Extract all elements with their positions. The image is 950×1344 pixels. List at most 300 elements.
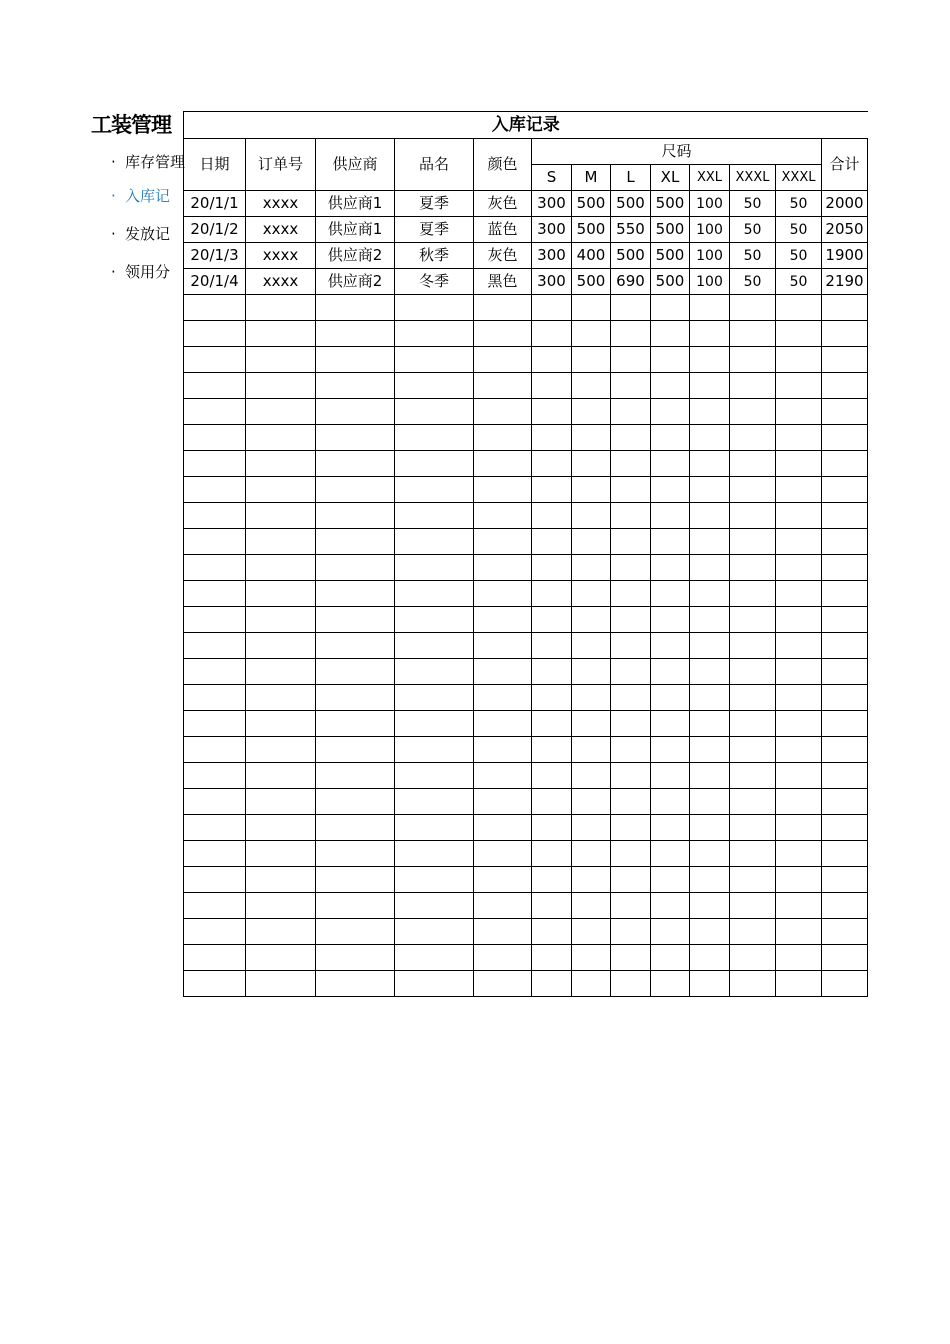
cell-size-m[interactable]: 500: [572, 269, 611, 295]
empty-cell[interactable]: [532, 477, 572, 503]
cell-size-l[interactable]: 500: [611, 243, 651, 269]
empty-cell[interactable]: [611, 451, 651, 477]
empty-cell[interactable]: [572, 815, 611, 841]
empty-cell[interactable]: [184, 893, 246, 919]
empty-cell[interactable]: [474, 451, 532, 477]
cell-supplier[interactable]: 供应商2: [316, 269, 395, 295]
empty-cell[interactable]: [611, 503, 651, 529]
empty-cell[interactable]: [822, 503, 868, 529]
empty-cell[interactable]: [316, 945, 395, 971]
empty-cell[interactable]: [690, 633, 730, 659]
empty-cell[interactable]: [316, 607, 395, 633]
empty-cell[interactable]: [184, 399, 246, 425]
empty-cell[interactable]: [730, 685, 776, 711]
empty-cell[interactable]: [474, 737, 532, 763]
empty-cell[interactable]: [690, 581, 730, 607]
empty-cell[interactable]: [395, 971, 474, 997]
empty-cell[interactable]: [316, 529, 395, 555]
empty-cell[interactable]: [730, 555, 776, 581]
empty-cell[interactable]: [246, 711, 316, 737]
empty-cell[interactable]: [246, 399, 316, 425]
cell-size-s[interactable]: 300: [532, 243, 572, 269]
empty-cell[interactable]: [651, 451, 690, 477]
empty-cell[interactable]: [651, 893, 690, 919]
empty-cell[interactable]: [822, 425, 868, 451]
empty-cell[interactable]: [316, 581, 395, 607]
empty-cell[interactable]: [730, 711, 776, 737]
empty-cell[interactable]: [246, 425, 316, 451]
empty-cell[interactable]: [316, 685, 395, 711]
empty-cell[interactable]: [651, 373, 690, 399]
empty-cell[interactable]: [395, 763, 474, 789]
cell-date[interactable]: 20/1/2: [184, 217, 246, 243]
empty-cell[interactable]: [822, 555, 868, 581]
empty-cell[interactable]: [611, 867, 651, 893]
empty-cell[interactable]: [572, 841, 611, 867]
cell-supplier[interactable]: 供应商2: [316, 243, 395, 269]
empty-cell[interactable]: [474, 399, 532, 425]
empty-cell[interactable]: [395, 633, 474, 659]
empty-cell[interactable]: [611, 893, 651, 919]
empty-cell[interactable]: [316, 399, 395, 425]
empty-cell[interactable]: [184, 425, 246, 451]
empty-cell[interactable]: [776, 555, 822, 581]
empty-cell[interactable]: [532, 555, 572, 581]
empty-cell[interactable]: [822, 295, 868, 321]
empty-cell[interactable]: [776, 373, 822, 399]
empty-cell[interactable]: [611, 659, 651, 685]
empty-cell[interactable]: [651, 685, 690, 711]
empty-cell[interactable]: [532, 685, 572, 711]
empty-cell[interactable]: [395, 451, 474, 477]
empty-cell[interactable]: [316, 425, 395, 451]
empty-cell[interactable]: [532, 867, 572, 893]
empty-cell[interactable]: [611, 477, 651, 503]
empty-cell[interactable]: [474, 347, 532, 373]
cell-order-no[interactable]: xxxx: [246, 217, 316, 243]
empty-cell[interactable]: [730, 971, 776, 997]
empty-cell[interactable]: [730, 633, 776, 659]
empty-cell[interactable]: [776, 919, 822, 945]
empty-cell[interactable]: [611, 607, 651, 633]
empty-cell[interactable]: [611, 711, 651, 737]
empty-cell[interactable]: [776, 347, 822, 373]
cell-date[interactable]: 20/1/1: [184, 191, 246, 217]
empty-cell[interactable]: [776, 399, 822, 425]
cell-size-m[interactable]: 500: [572, 191, 611, 217]
cell-size-l[interactable]: 690: [611, 269, 651, 295]
empty-cell[interactable]: [532, 373, 572, 399]
empty-cell[interactable]: [316, 503, 395, 529]
empty-cell[interactable]: [316, 841, 395, 867]
cell-size-xxl[interactable]: 100: [690, 269, 730, 295]
empty-cell[interactable]: [822, 477, 868, 503]
empty-cell[interactable]: [474, 477, 532, 503]
empty-cell[interactable]: [651, 815, 690, 841]
empty-cell[interactable]: [474, 633, 532, 659]
empty-cell[interactable]: [822, 893, 868, 919]
empty-cell[interactable]: [611, 737, 651, 763]
empty-cell[interactable]: [532, 893, 572, 919]
empty-cell[interactable]: [532, 529, 572, 555]
empty-cell[interactable]: [776, 295, 822, 321]
cell-item-name[interactable]: 冬季: [395, 269, 474, 295]
empty-cell[interactable]: [651, 945, 690, 971]
cell-size-xxl[interactable]: 100: [690, 243, 730, 269]
empty-cell[interactable]: [730, 373, 776, 399]
empty-cell[interactable]: [474, 321, 532, 347]
empty-cell[interactable]: [776, 763, 822, 789]
empty-cell[interactable]: [611, 425, 651, 451]
empty-cell[interactable]: [611, 685, 651, 711]
empty-cell[interactable]: [395, 685, 474, 711]
empty-cell[interactable]: [532, 503, 572, 529]
cell-size-m[interactable]: 500: [572, 217, 611, 243]
empty-cell[interactable]: [572, 893, 611, 919]
empty-cell[interactable]: [690, 789, 730, 815]
empty-cell[interactable]: [611, 945, 651, 971]
empty-cell[interactable]: [572, 867, 611, 893]
cell-size-xxxl-2[interactable]: 50: [776, 243, 822, 269]
empty-cell[interactable]: [184, 841, 246, 867]
empty-cell[interactable]: [572, 503, 611, 529]
cell-size-l[interactable]: 500: [611, 191, 651, 217]
empty-cell[interactable]: [690, 867, 730, 893]
cell-total[interactable]: 1900: [822, 243, 868, 269]
cell-size-l[interactable]: 550: [611, 217, 651, 243]
empty-cell[interactable]: [690, 685, 730, 711]
empty-cell[interactable]: [246, 633, 316, 659]
empty-cell[interactable]: [822, 607, 868, 633]
empty-cell[interactable]: [690, 555, 730, 581]
empty-cell[interactable]: [532, 659, 572, 685]
empty-cell[interactable]: [184, 373, 246, 399]
cell-item-name[interactable]: 夏季: [395, 217, 474, 243]
empty-cell[interactable]: [532, 945, 572, 971]
empty-cell[interactable]: [184, 347, 246, 373]
empty-cell[interactable]: [316, 555, 395, 581]
empty-cell[interactable]: [651, 841, 690, 867]
empty-cell[interactable]: [822, 763, 868, 789]
empty-cell[interactable]: [395, 503, 474, 529]
empty-cell[interactable]: [395, 919, 474, 945]
cell-date[interactable]: 20/1/4: [184, 269, 246, 295]
empty-cell[interactable]: [246, 789, 316, 815]
cell-size-xl[interactable]: 500: [651, 217, 690, 243]
empty-cell[interactable]: [184, 971, 246, 997]
empty-cell[interactable]: [651, 529, 690, 555]
empty-cell[interactable]: [474, 295, 532, 321]
empty-cell[interactable]: [690, 659, 730, 685]
cell-size-xl[interactable]: 500: [651, 243, 690, 269]
empty-cell[interactable]: [776, 893, 822, 919]
empty-cell[interactable]: [730, 581, 776, 607]
empty-cell[interactable]: [474, 581, 532, 607]
empty-cell[interactable]: [395, 737, 474, 763]
empty-cell[interactable]: [395, 477, 474, 503]
empty-cell[interactable]: [316, 971, 395, 997]
empty-cell[interactable]: [316, 633, 395, 659]
cell-date[interactable]: 20/1/3: [184, 243, 246, 269]
empty-cell[interactable]: [532, 971, 572, 997]
empty-cell[interactable]: [184, 295, 246, 321]
empty-cell[interactable]: [395, 529, 474, 555]
empty-cell[interactable]: [532, 633, 572, 659]
empty-cell[interactable]: [611, 815, 651, 841]
empty-cell[interactable]: [532, 711, 572, 737]
empty-cell[interactable]: [246, 893, 316, 919]
empty-cell[interactable]: [184, 503, 246, 529]
empty-cell[interactable]: [395, 555, 474, 581]
empty-cell[interactable]: [730, 321, 776, 347]
empty-cell[interactable]: [246, 477, 316, 503]
empty-cell[interactable]: [316, 321, 395, 347]
empty-cell[interactable]: [572, 555, 611, 581]
empty-cell[interactable]: [474, 373, 532, 399]
empty-cell[interactable]: [690, 347, 730, 373]
empty-cell[interactable]: [474, 945, 532, 971]
empty-cell[interactable]: [572, 607, 611, 633]
empty-cell[interactable]: [572, 477, 611, 503]
empty-cell[interactable]: [822, 867, 868, 893]
cell-color[interactable]: 灰色: [474, 243, 532, 269]
empty-cell[interactable]: [776, 815, 822, 841]
empty-cell[interactable]: [776, 633, 822, 659]
empty-cell[interactable]: [184, 789, 246, 815]
empty-cell[interactable]: [651, 737, 690, 763]
empty-cell[interactable]: [776, 607, 822, 633]
cell-color[interactable]: 蓝色: [474, 217, 532, 243]
empty-cell[interactable]: [572, 321, 611, 347]
empty-cell[interactable]: [822, 737, 868, 763]
empty-cell[interactable]: [651, 295, 690, 321]
empty-cell[interactable]: [246, 971, 316, 997]
empty-cell[interactable]: [316, 347, 395, 373]
empty-cell[interactable]: [776, 477, 822, 503]
empty-cell[interactable]: [730, 789, 776, 815]
empty-cell[interactable]: [316, 763, 395, 789]
empty-cell[interactable]: [730, 919, 776, 945]
sidebar-item-inbound[interactable]: [111, 185, 170, 206]
empty-cell[interactable]: [690, 971, 730, 997]
empty-cell[interactable]: [822, 633, 868, 659]
empty-cell[interactable]: [395, 425, 474, 451]
empty-cell[interactable]: [246, 373, 316, 399]
empty-cell[interactable]: [395, 321, 474, 347]
empty-cell[interactable]: [730, 893, 776, 919]
empty-cell[interactable]: [474, 425, 532, 451]
empty-cell[interactable]: [395, 711, 474, 737]
empty-cell[interactable]: [572, 451, 611, 477]
empty-cell[interactable]: [184, 581, 246, 607]
empty-cell[interactable]: [395, 581, 474, 607]
empty-cell[interactable]: [246, 763, 316, 789]
empty-cell[interactable]: [776, 737, 822, 763]
empty-cell[interactable]: [532, 763, 572, 789]
empty-cell[interactable]: [776, 529, 822, 555]
cell-size-s[interactable]: 300: [532, 217, 572, 243]
empty-cell[interactable]: [611, 555, 651, 581]
empty-cell[interactable]: [690, 321, 730, 347]
empty-cell[interactable]: [572, 399, 611, 425]
empty-cell[interactable]: [395, 893, 474, 919]
empty-cell[interactable]: [822, 347, 868, 373]
empty-cell[interactable]: [474, 529, 532, 555]
empty-cell[interactable]: [572, 737, 611, 763]
empty-cell[interactable]: [730, 945, 776, 971]
empty-cell[interactable]: [776, 451, 822, 477]
empty-cell[interactable]: [184, 685, 246, 711]
empty-cell[interactable]: [776, 425, 822, 451]
empty-cell[interactable]: [730, 451, 776, 477]
empty-cell[interactable]: [690, 711, 730, 737]
empty-cell[interactable]: [532, 841, 572, 867]
cell-size-xxxl[interactable]: 50: [730, 217, 776, 243]
empty-cell[interactable]: [690, 737, 730, 763]
empty-cell[interactable]: [316, 373, 395, 399]
empty-cell[interactable]: [572, 789, 611, 815]
empty-cell[interactable]: [532, 399, 572, 425]
empty-cell[interactable]: [395, 399, 474, 425]
empty-cell[interactable]: [690, 841, 730, 867]
empty-cell[interactable]: [532, 425, 572, 451]
empty-cell[interactable]: [690, 451, 730, 477]
empty-cell[interactable]: [776, 971, 822, 997]
empty-cell[interactable]: [246, 919, 316, 945]
empty-cell[interactable]: [822, 685, 868, 711]
empty-cell[interactable]: [474, 971, 532, 997]
cell-color[interactable]: 黑色: [474, 269, 532, 295]
empty-cell[interactable]: [572, 971, 611, 997]
empty-cell[interactable]: [474, 919, 532, 945]
empty-cell[interactable]: [572, 425, 611, 451]
empty-cell[interactable]: [246, 737, 316, 763]
empty-cell[interactable]: [651, 555, 690, 581]
empty-cell[interactable]: [822, 451, 868, 477]
empty-cell[interactable]: [611, 347, 651, 373]
cell-order-no[interactable]: xxxx: [246, 243, 316, 269]
empty-cell[interactable]: [690, 763, 730, 789]
empty-cell[interactable]: [776, 685, 822, 711]
empty-cell[interactable]: [572, 945, 611, 971]
empty-cell[interactable]: [474, 815, 532, 841]
empty-cell[interactable]: [822, 919, 868, 945]
empty-cell[interactable]: [611, 763, 651, 789]
empty-cell[interactable]: [730, 425, 776, 451]
empty-cell[interactable]: [474, 555, 532, 581]
empty-cell[interactable]: [316, 867, 395, 893]
empty-cell[interactable]: [730, 867, 776, 893]
empty-cell[interactable]: [651, 763, 690, 789]
empty-cell[interactable]: [395, 841, 474, 867]
empty-cell[interactable]: [532, 919, 572, 945]
empty-cell[interactable]: [184, 607, 246, 633]
empty-cell[interactable]: [776, 841, 822, 867]
empty-cell[interactable]: [822, 789, 868, 815]
empty-cell[interactable]: [651, 971, 690, 997]
cell-size-xxxl-2[interactable]: 50: [776, 191, 822, 217]
empty-cell[interactable]: [474, 867, 532, 893]
empty-cell[interactable]: [690, 373, 730, 399]
sidebar-item-usage[interactable]: [111, 261, 170, 282]
empty-cell[interactable]: [246, 347, 316, 373]
empty-cell[interactable]: [246, 659, 316, 685]
empty-cell[interactable]: [572, 763, 611, 789]
empty-cell[interactable]: [651, 425, 690, 451]
empty-cell[interactable]: [572, 711, 611, 737]
empty-cell[interactable]: [822, 815, 868, 841]
empty-cell[interactable]: [316, 919, 395, 945]
empty-cell[interactable]: [474, 789, 532, 815]
empty-cell[interactable]: [184, 919, 246, 945]
cell-supplier[interactable]: 供应商1: [316, 191, 395, 217]
empty-cell[interactable]: [730, 347, 776, 373]
empty-cell[interactable]: [651, 867, 690, 893]
cell-size-xxl[interactable]: 100: [690, 217, 730, 243]
cell-size-s[interactable]: 300: [532, 191, 572, 217]
empty-cell[interactable]: [184, 815, 246, 841]
cell-order-no[interactable]: xxxx: [246, 269, 316, 295]
cell-size-xxxl-2[interactable]: 50: [776, 217, 822, 243]
empty-cell[interactable]: [651, 789, 690, 815]
empty-cell[interactable]: [611, 581, 651, 607]
cell-total[interactable]: 2050: [822, 217, 868, 243]
empty-cell[interactable]: [611, 529, 651, 555]
cell-item-name[interactable]: 秋季: [395, 243, 474, 269]
empty-cell[interactable]: [611, 399, 651, 425]
empty-cell[interactable]: [776, 503, 822, 529]
empty-cell[interactable]: [690, 815, 730, 841]
empty-cell[interactable]: [690, 503, 730, 529]
empty-cell[interactable]: [776, 945, 822, 971]
empty-cell[interactable]: [246, 503, 316, 529]
empty-cell[interactable]: [532, 607, 572, 633]
empty-cell[interactable]: [822, 581, 868, 607]
empty-cell[interactable]: [822, 399, 868, 425]
empty-cell[interactable]: [184, 321, 246, 347]
empty-cell[interactable]: [532, 737, 572, 763]
empty-cell[interactable]: [395, 373, 474, 399]
empty-cell[interactable]: [246, 451, 316, 477]
empty-cell[interactable]: [316, 295, 395, 321]
empty-cell[interactable]: [572, 633, 611, 659]
empty-cell[interactable]: [690, 399, 730, 425]
cell-size-xxxl[interactable]: 50: [730, 269, 776, 295]
empty-cell[interactable]: [246, 529, 316, 555]
empty-cell[interactable]: [395, 867, 474, 893]
empty-cell[interactable]: [184, 945, 246, 971]
empty-cell[interactable]: [730, 763, 776, 789]
cell-size-xl[interactable]: 500: [651, 191, 690, 217]
empty-cell[interactable]: [184, 711, 246, 737]
cell-size-xxxl[interactable]: 50: [730, 243, 776, 269]
sidebar-item-issue[interactable]: [111, 223, 170, 244]
empty-cell[interactable]: [776, 321, 822, 347]
empty-cell[interactable]: [316, 711, 395, 737]
empty-cell[interactable]: [246, 841, 316, 867]
empty-cell[interactable]: [822, 373, 868, 399]
empty-cell[interactable]: [611, 295, 651, 321]
cell-total[interactable]: 2000: [822, 191, 868, 217]
empty-cell[interactable]: [246, 685, 316, 711]
empty-cell[interactable]: [474, 841, 532, 867]
empty-cell[interactable]: [776, 659, 822, 685]
empty-cell[interactable]: [730, 503, 776, 529]
empty-cell[interactable]: [246, 581, 316, 607]
empty-cell[interactable]: [776, 867, 822, 893]
empty-cell[interactable]: [474, 659, 532, 685]
empty-cell[interactable]: [730, 841, 776, 867]
